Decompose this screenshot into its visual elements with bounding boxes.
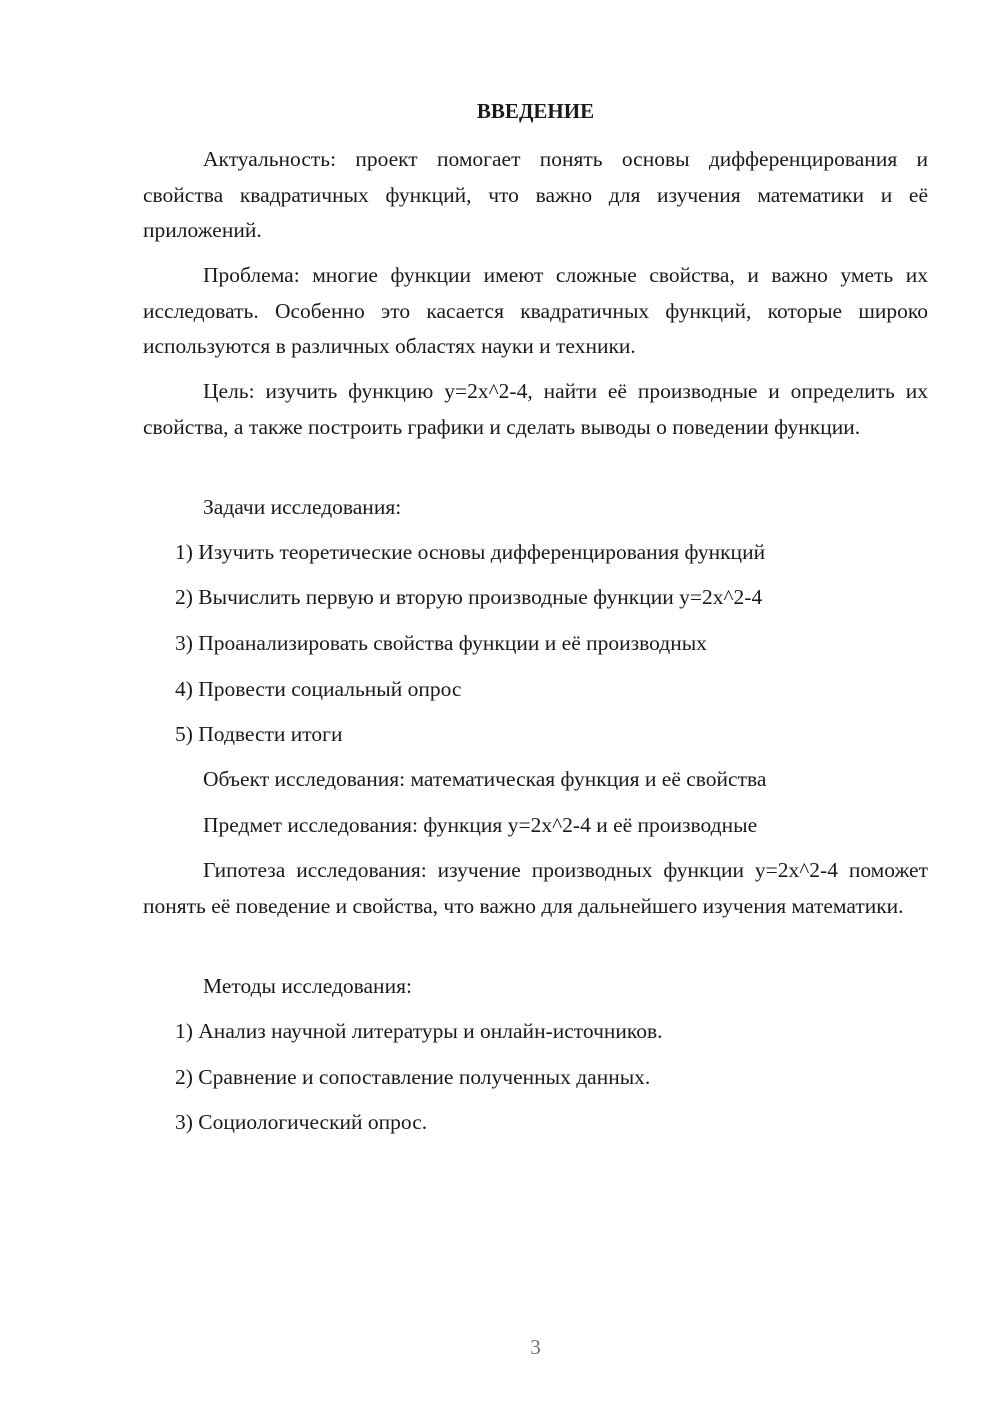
goal-paragraph: Цель: изучить функцию y=2x^2-4, найти её производные и определить их свойства, а также построить графики и сделать выводы о поведении функции. (143, 379, 928, 439)
section-title: ВВЕДЕНИЕ (476, 99, 595, 123)
methods-heading: Методы исследования: (203, 974, 412, 998)
task-item-2: 2) Вычислить первую и вторую производные функции y=2x^2-4 (175, 585, 763, 609)
problem-paragraph: Проблема: многие функции имеют сложные свойства, и важно уметь их исследовать. Особенно это касается квадратичных функций, которые широко используются в различных областях науки и техники. (143, 263, 928, 358)
object-line: Объект исследования: математическая функция и её свойства (203, 767, 767, 791)
subject-line: Предмет исследования: функция y=2x^2-4 и её производные (203, 813, 758, 837)
task-item-5: 5) Подвести итоги (175, 722, 343, 746)
hypothesis-paragraph: Гипотеза исследования: изучение производных функции y=2x^2-4 поможет понять её поведение и свойства, что важно для дальнейшего изучения математики. (143, 858, 928, 918)
tasks-heading: Задачи исследования: (203, 495, 402, 519)
task-item-1: 1) Изучить теоретические основы дифференцирования функций (175, 540, 766, 564)
method-item-3: 3) Социологический опрос. (175, 1110, 428, 1134)
document-page (143, 0, 928, 1414)
task-item-3: 3) Проанализировать свойства функции и её производных (175, 631, 707, 655)
method-item-2: 2) Сравнение и сопоставление полученных данных. (175, 1065, 651, 1089)
page-number: 3 (530, 1335, 541, 1359)
method-item-1: 1) Анализ научной литературы и онлайн-источников. (175, 1019, 663, 1043)
task-item-4: 4) Провести социальный опрос (175, 677, 462, 701)
relevance-paragraph: Актуальность: проект помогает понять основы дифференцирования и свойства квадратичных функций, что важно для изучения математики и её приложений. (143, 147, 928, 242)
